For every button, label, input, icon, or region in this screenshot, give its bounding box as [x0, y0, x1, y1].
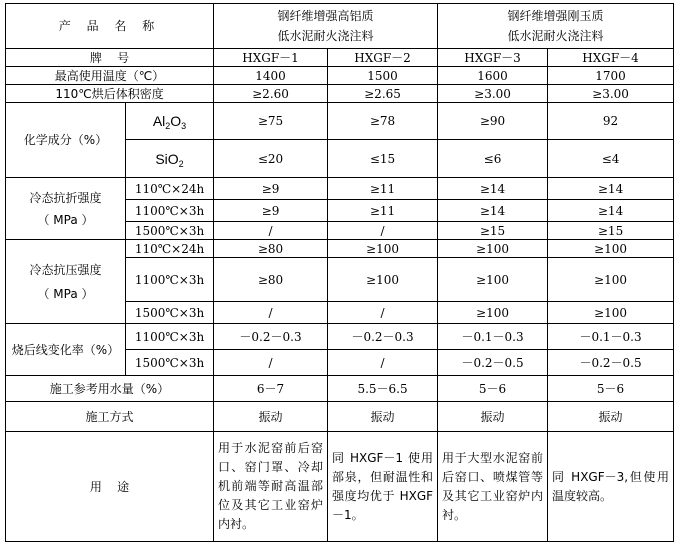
cold-flex-row	[6, 178, 674, 200]
cond-cell: 1500℃×3h	[126, 302, 214, 324]
cold-flex-value: ≥9	[214, 200, 328, 222]
cold-comp-value: ≥100	[438, 258, 548, 302]
chem-label: 化学成分（%）	[6, 103, 126, 178]
density-value: ≥2.60	[214, 85, 328, 103]
sio2-value: ≤15	[328, 140, 438, 178]
cold-comp-row	[6, 240, 674, 258]
cold-flex-value: ≥11	[328, 200, 438, 222]
grade-value: HXGF－3	[438, 49, 548, 67]
al2o3-formula: $Al_2O_3$	[126, 103, 214, 140]
cold-comp-value: ≥100	[438, 240, 548, 258]
cold-flex-label: 冷态抗折强度 （ MPa ）	[6, 178, 126, 240]
method-label: 施工方式	[6, 402, 214, 432]
header-row	[6, 4, 674, 49]
linear-change-value: －0.2－0.5	[438, 350, 548, 376]
linear-change-value: /	[214, 350, 328, 376]
max-temp-label: 最高使用温度（℃）	[6, 67, 214, 85]
group-1-header: 钢纤维增强高铝质 低水泥耐火浇注料	[214, 4, 438, 49]
product-name-header: 产 品 名 称	[6, 4, 214, 49]
cold-comp-value: ≥100	[438, 302, 548, 324]
usage-text: 用于大型水泥窑前后窑口、喷煤管等及其它工业窑炉内衬。	[438, 432, 548, 542]
sio2-formula: SiO$_2$	[126, 140, 214, 178]
linear-change-label: 烧后线变化率（%）	[6, 324, 126, 376]
cold-flex-value: ≥14	[438, 178, 548, 200]
linear-change-value: －0.2－0.5	[548, 350, 674, 376]
sio2-value: ≤4	[548, 140, 674, 178]
method-row	[6, 402, 674, 432]
cold-comp-value: /	[214, 302, 328, 324]
density-value: ≥2.65	[328, 85, 438, 103]
grade-value: HXGF－4	[548, 49, 674, 67]
al2o3-row	[6, 103, 674, 140]
usage-text: 用于水泥窑前后窑口、窑门罩、冷却机前端等耐高温部位及其它工业窑炉内衬。	[214, 432, 328, 542]
linear-change-value: /	[328, 350, 438, 376]
density-label: 110℃烘后体积密度	[6, 85, 214, 103]
cold-flex-value: ≥11	[328, 178, 438, 200]
method-value: 振动	[548, 402, 674, 432]
cond-cell: 110℃×24h	[126, 178, 214, 200]
cold-comp-value: ≥80	[214, 240, 328, 258]
grade-value: HXGF－1	[214, 49, 328, 67]
cold-flex-value: /	[328, 222, 438, 240]
cond-cell: 1500℃×3h	[126, 222, 214, 240]
usage-text: 同 HXGF－1 使用部泉，但耐温性和强度均优于 HXGF－1。	[328, 432, 438, 542]
method-value: 振动	[438, 402, 548, 432]
water-label: 施工参考用水量（%）	[6, 376, 214, 402]
max-temp-row	[6, 67, 674, 85]
sio2-value: ≤6	[438, 140, 548, 178]
linear-change-value: －0.1－0.3	[548, 324, 674, 350]
cold-comp-value: /	[328, 302, 438, 324]
al2o3-value: ≥90	[438, 103, 548, 140]
cond-cell: 1100℃×3h	[126, 258, 214, 302]
linear-change-value: －0.2－0.3	[328, 324, 438, 350]
cold-comp-label: 冷态抗压强度 （ MPa ）	[6, 240, 126, 324]
linear-change-row	[6, 324, 674, 350]
cold-comp-value: ≥100	[328, 240, 438, 258]
method-value: 振动	[328, 402, 438, 432]
cold-flex-value: ≥14	[548, 200, 674, 222]
cold-comp-value: ≥100	[548, 240, 674, 258]
cold-comp-value: ≥100	[548, 258, 674, 302]
density-value: ≥3.00	[548, 85, 674, 103]
cond-cell: 1100℃×3h	[126, 200, 214, 222]
cold-comp-value: ≥100	[548, 302, 674, 324]
usage-text: 同 HXGF－3,但使用温度较高。	[548, 432, 674, 542]
water-value: 5－6	[438, 376, 548, 402]
max-temp-value: 1700	[548, 67, 674, 85]
water-value: 6－7	[214, 376, 328, 402]
cold-comp-value: ≥80	[214, 258, 328, 302]
method-value: 振动	[214, 402, 328, 432]
water-value: 5－6	[548, 376, 674, 402]
max-temp-value: 1500	[328, 67, 438, 85]
grade-label: 牌 号	[6, 49, 214, 67]
usage-label: 用 途	[6, 432, 214, 542]
linear-change-value: －0.1－0.3	[438, 324, 548, 350]
spec-table	[5, 3, 674, 542]
cold-flex-value: ≥9	[214, 178, 328, 200]
max-temp-value: 1600	[438, 67, 548, 85]
al2o3-value: ≥78	[328, 103, 438, 140]
density-value: ≥3.00	[438, 85, 548, 103]
group-2-header: 钢纤维增强刚玉质 低水泥耐火浇注料	[438, 4, 674, 49]
density-row	[6, 85, 674, 103]
grade-value: HXGF－2	[328, 49, 438, 67]
cond-cell: 1100℃×3h	[126, 324, 214, 350]
al2o3-value: 92	[548, 103, 674, 140]
cold-comp-value: ≥100	[328, 258, 438, 302]
linear-change-value: －0.2－0.3	[214, 324, 328, 350]
al2o3-value: ≥75	[214, 103, 328, 140]
grade-row	[6, 49, 674, 67]
water-row	[6, 376, 674, 402]
cold-flex-value: ≥14	[548, 178, 674, 200]
water-value: 5.5－6.5	[328, 376, 438, 402]
cold-flex-value: ≥15	[548, 222, 674, 240]
cold-flex-value: /	[214, 222, 328, 240]
cold-flex-value: ≥14	[438, 200, 548, 222]
cond-cell: 1500℃×3h	[126, 350, 214, 376]
max-temp-value: 1400	[214, 67, 328, 85]
cond-cell: 110℃×24h	[126, 240, 214, 258]
sio2-value: ≤20	[214, 140, 328, 178]
usage-row	[6, 432, 674, 542]
cold-flex-value: ≥15	[438, 222, 548, 240]
